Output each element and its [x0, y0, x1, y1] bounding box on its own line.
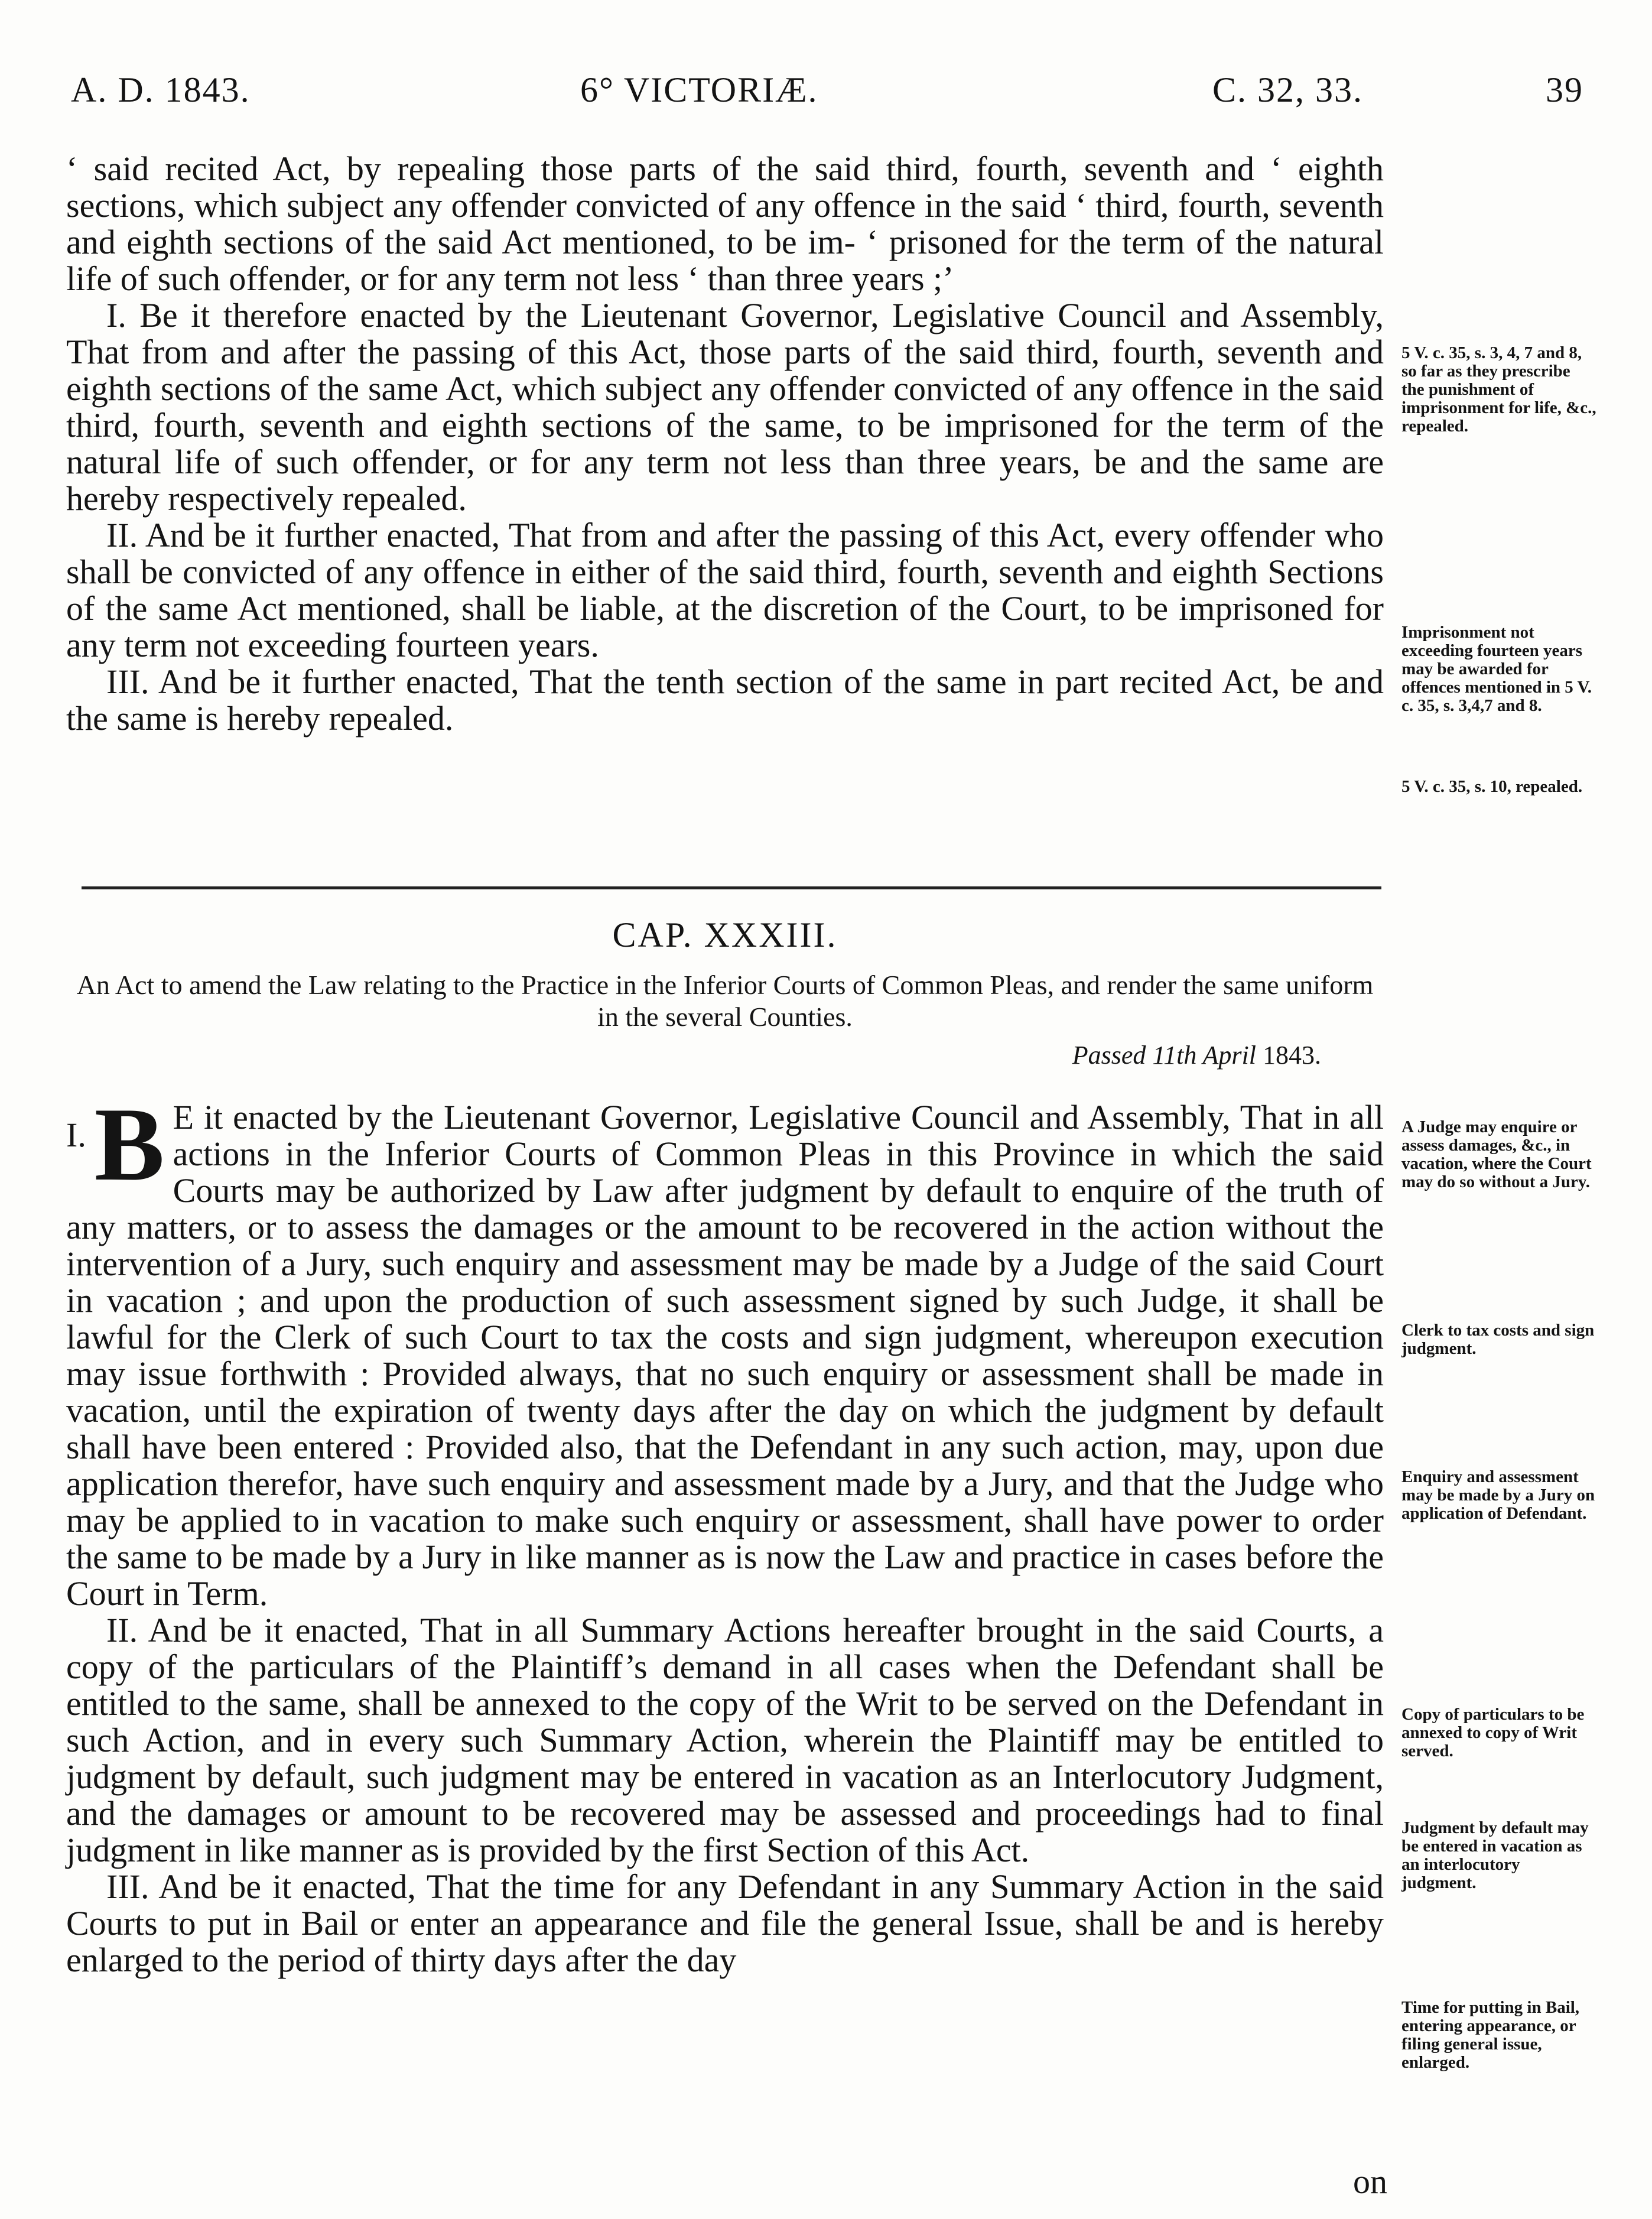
passed-year: 1843. [1263, 1041, 1321, 1070]
passed-label: Passed [1072, 1041, 1146, 1070]
margin-note: Judgment by default may be entered in vacation as an interlocutory judgment. [1401, 1818, 1589, 1892]
cap32-preamble: ‘ said recited Act, by repealing those parts of the said third, fourth, seventh and ‘ eighth sections, which subject any offender convicted of any offence in the said ‘ third, fourth, seventh and eighth sections of the said Act mentioned, to be im- ‘ prisoned for the term of the natural life of such offender, or for any term not less ‘ than three years ;’ [66, 150, 1384, 298]
cap33-section-3: III. And be it enacted, That the time for any Defendant in any Summary Action in the said Courts to put in Bail or enter an appearance and file the general Issue, shall be and is hereby enlarged to the period of thirty days after the day [66, 1867, 1384, 1979]
cap32-text [66, 151, 1384, 737]
passed-date [1072, 1040, 1321, 1070]
section-number: I. [66, 1116, 86, 1154]
catchword: on [1353, 2162, 1387, 2201]
cap32-section-1: I. Be it therefore enacted by the Lieutenant Governor, Legislative Council and Assembly, That from and after the passing of this Act, those parts of the said third, fourth, seventh and eighth sections of the same Act, which subject any offender convicted of any offence in the said third, fourth, seventh and eighth sections of the same, to be imprisoned for the term of the natural life of such offender, or for any term not less than three years, be and the same are hereby respectively repealed. [66, 296, 1384, 518]
margin-note: 5 V. c. 35, s. 3, 4, 7 and 8, so far as they prescribe the punishment of imprisonment for life, &c., repealed. [1401, 343, 1596, 436]
margin-note: Copy of particulars to be annexed to copy of Writ served. [1401, 1705, 1585, 1760]
passed-day: 11th April [1152, 1041, 1256, 1070]
page-number: 39 [1546, 70, 1583, 109]
cap32-section-2: II. And be it further enacted, That from and after the passing of this Act, every offender who shall be convicted of any offence in either of the said third, fourth, seventh and eighth Sections of the same Act mentioned, shall be liable, at the discretion of the Court, to be imprisoned for any term not exceeding fourteen years. [66, 516, 1384, 664]
cap33-section-1-body: E it enacted by the Lieutenant Governor, Legislative Council and Assembly, That in all actions in the Inferior Courts of Common Pleas in this Province in which the said Courts may be authorized by Law after judgment by default to enquire of the truth of any matters, or to assess the damages or the amount to be recovered in the action without the intervention of a Jury, such enquiry and assessment may be made by a Judge of the said Court in vacation ; and upon the production of such assessment signed by such Judge, it shall be lawful for the Clerk of such Court to tax the costs and sign judgment, whereupon execution may issue forthwith : Provided always, that no such enquiry or assessment shall be made in vacation, until the expiration of twenty days after the day on which the judgment by default shall have been entered : Provided also, that the Defendant in any such action, may, upon due application therefor, have such enquiry and assessment made by a Jury, and that the Judge who may be applied to in vacation to make such enquiry or assessment, shall have power to order the same to be made by a Jury in like manner as is now the Law and practice in cases before the Court in Term. [66, 1098, 1384, 1613]
margin-note: Clerk to tax costs and sign judgment. [1401, 1321, 1595, 1358]
margin-note: Time for putting in Bail, entering appearance, or filing general issue, enlarged. [1401, 1998, 1580, 2072]
margin-note: 5 V. c. 35, s. 10, repealed. [1401, 777, 1583, 796]
cap33-text [66, 1086, 1384, 1979]
chapter-title: CAP. XXXIII. [612, 915, 838, 954]
drop-cap: B [94, 1086, 165, 1203]
chapter-description: An Act to amend the Law relating to the Practice in the Inferior Courts of Common Pleas, and render the same uniform in the several Counties. [76, 970, 1374, 1032]
section-divider [82, 886, 1381, 889]
margin-note: Enquiry and assessment may be made by a Jury on application of Defendant. [1401, 1467, 1595, 1523]
header-date: A. D. 1843. [71, 70, 251, 109]
cap33-section-2: II. And be it enacted, That in all Summary Actions hereafter brought in the said Courts, a copy of the particulars of the Plaintiff’s demand in all cases when the Defendant shall be entitled to the same, shall be annexed to the copy of the Writ to be served on the Defendant in such Action, and in every such Summary Action, wherein the Plaintiff may be entitled to judgment by default, such judgment may be entered in vacation as an Interlocutory Judgment, and the damages or amount to be recovered may be assessed and proceedings had to final judgment in like manner as is provided by the first Section of this Act. [66, 1611, 1384, 1869]
cap33-section-1 [66, 1086, 1384, 1613]
margin-note: Imprisonment not exceeding fourteen years may be awarded for offences mentioned in 5 V. c. 35, s. 3,4,7 and 8. [1401, 623, 1592, 715]
running-head [71, 70, 1583, 117]
header-reign: 6° VICTORIÆ. [580, 70, 818, 109]
header-chapter: C. 32, 33. [1212, 70, 1364, 109]
margin-note: A Judge may enquire or assess damages, &c., in vacation, where the Court may do so without a Jury. [1401, 1117, 1592, 1191]
cap32-section-3: III. And be it further enacted, That the tenth section of the same in part recited Act, be and the same is hereby repealed. [66, 662, 1384, 737]
